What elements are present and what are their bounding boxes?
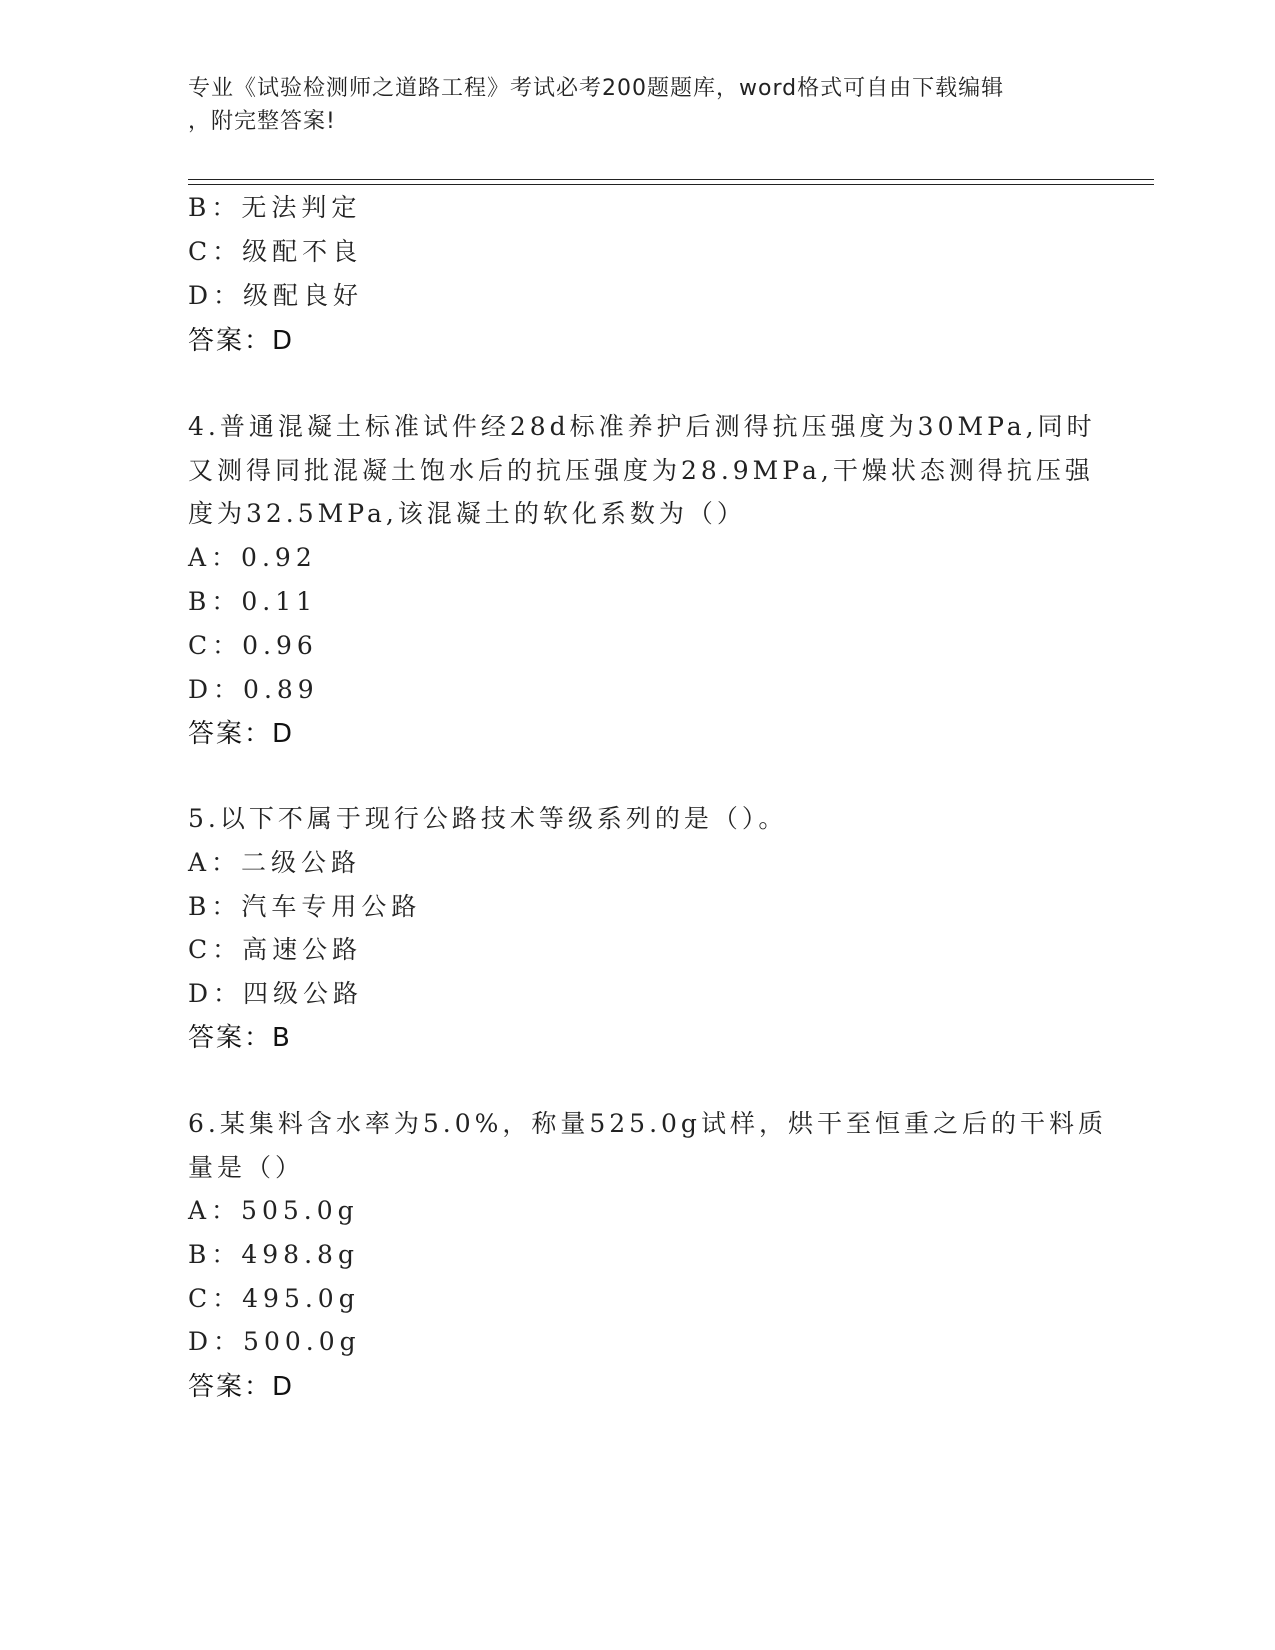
q3-answer: 答案：D: [188, 326, 295, 356]
q6-stem-line-1: 6.某集料含水率为5.0%，称量525.0g试样，烘干至恒重之后的干料质: [188, 1109, 1107, 1138]
q5-answer: 答案：B: [188, 1023, 292, 1053]
header-divider-top: [188, 179, 1154, 180]
q6-option-d: D：500.0g: [188, 1327, 361, 1356]
q4-option-d: D：0.89: [188, 675, 319, 704]
header-line-1: 专业《试验检测师之道路工程》考试必考200题题库，word格式可自由下载编辑: [188, 76, 1005, 101]
q3-option-b: B：无法判定: [188, 193, 362, 222]
q6-option-a: A：505.0g: [188, 1196, 359, 1225]
q3-option-c: C：级配不良: [188, 237, 363, 266]
q4-stem-line-3: 度为32.5MPa,该混凝土的软化系数为（）: [188, 499, 746, 528]
q4-stem-line-1: 4.普通混凝土标准试件经28d标准养护后测得抗压强度为30MPa,同时: [188, 412, 1096, 441]
q5-stem-line-1: 5.以下不属于现行公路技术等级系列的是（）。: [188, 804, 788, 833]
header-line-2: ，附完整答案!: [188, 109, 336, 134]
q5-option-d: D：四级公路: [188, 979, 364, 1008]
q5-option-a: A：二级公路: [188, 848, 362, 877]
q5-option-b: B：汽车专用公路: [188, 892, 422, 921]
q4-option-a: A：0.92: [188, 543, 317, 572]
q4-stem-line-2: 又测得同批混凝土饱水后的抗压强度为28.9MPa,干燥状态测得抗压强: [188, 456, 1094, 485]
q3-option-d: D：级配良好: [188, 281, 364, 310]
q4-option-b: B：0.11: [188, 587, 318, 616]
q6-answer: 答案：D: [188, 1372, 295, 1402]
q6-option-b: B：498.8g: [188, 1240, 359, 1269]
q5-option-c: C：高速公路: [188, 935, 363, 964]
q6-stem-line-2: 量是（）: [188, 1153, 305, 1182]
q4-option-c: C：0.96: [188, 631, 318, 660]
q4-answer: 答案：D: [188, 719, 295, 749]
header-divider-bottom: [188, 184, 1154, 185]
q6-option-c: C：495.0g: [188, 1284, 360, 1313]
document-header: [188, 72, 1068, 138]
